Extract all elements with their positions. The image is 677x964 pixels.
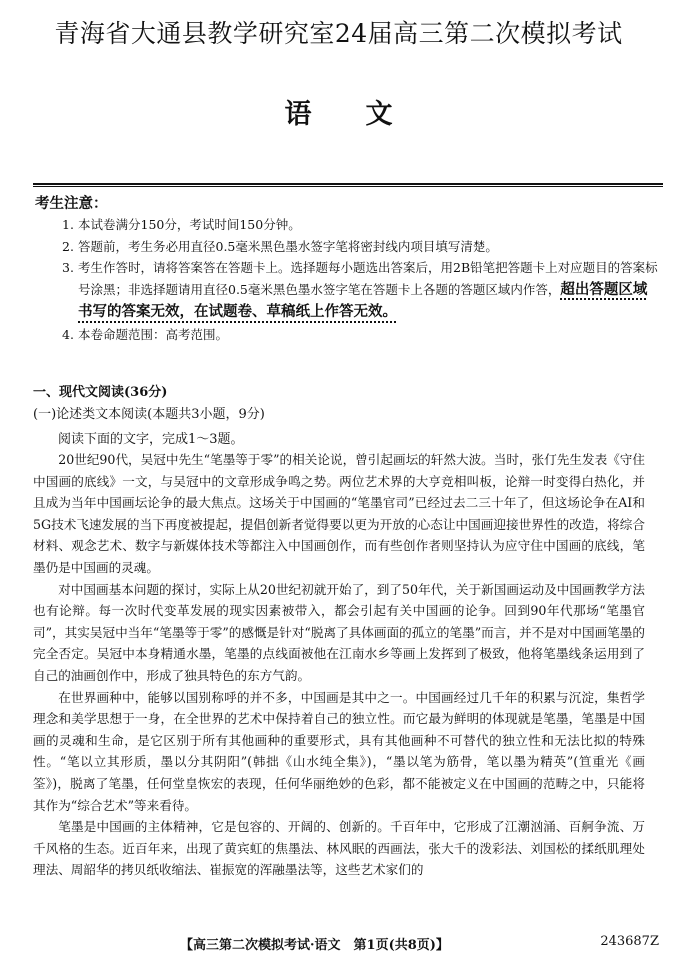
note-item xyxy=(62,236,658,258)
footer-page-info: 【高三第二次模拟考试·语文 第1页(共8页)】 xyxy=(180,938,449,953)
passage-paragraph: 在世界画种中，能够以国别称呼的并不多，中国画是其中之一。中国画经过几千年的积累与沉淀，集哲学理念和美学思想于一身，在全世界的艺术中保持着自己的独立性。而它最为鲜明的体现就是笔墨，笔墨是中国画的灵魂和生命，是它区别于所有其他画种的重要形式，具有其他画种不可替代的独立性和无法比拟的特殊性。“笔以立其形质，墨以分其阴阳”(韩拙《山水纯全集》)，“墨以笔为筋骨，笔以墨为精英”(笪重光《画筌》)，脱离了笔墨，任何堂皇恢宏的表现，任何华丽绝妙的色彩，都不能被定义在中国画的范畴之中，只能将其作为“综合艺术”等来看待。 xyxy=(33,689,645,813)
note-item xyxy=(62,257,658,324)
divider-thin xyxy=(33,186,663,187)
passage-paragraph: 对中国画基本问题的探讨，实际上从20世纪初就开始了，到了50年代，关于新国画运动及中国画教学方法也有论辩。每一次时代变革发展的现实因素被带入，都会引起有关中国画的论争。回到90年代那场“笔墨官司”，其实吴冠中当年“笔墨等于零”的感慨是针对“脱离了具体画面的孤立的笔墨”而言，并不是对中国画笔墨的完全否定。吴冠中本身精通水墨，笔墨的点线面被他在江南水乡等画上发挥到了极致，他将笔墨线条运用到了自己的油画创作中，形成了独具特色的东方气韵。 xyxy=(33,581,645,683)
note-number: 1. xyxy=(62,217,74,232)
note-number: 4. xyxy=(62,326,74,342)
note-item xyxy=(62,324,658,346)
note-text-group xyxy=(78,257,658,324)
section-heading: 一、现代文阅读(36分) xyxy=(33,385,168,400)
note-text: 答题前，考生务必用直径0.5毫米黑色墨水签字笔将密封线内项目填写清楚。 xyxy=(78,238,498,254)
note-item xyxy=(62,214,658,236)
subsection-heading: (一)论述类文本阅读(本题共3小题，9分) xyxy=(33,407,265,422)
passage-paragraph: 20世纪90代，吴冠中先生“笔墨等于零”的相关论说，曾引起画坛的轩然大波。当时，张仃先生发表《守住中国画的底线》一文，与吴冠中的文章形成争鸣之势。两位艺术界的大亨竞相叫板，论辩一时变得白热化，并且成为当年中国画坛论争的最大焦点。这场关于中国画的“笔墨官司”已经过去二三十年了，但这场论争在AI和5G技术飞速发展的当下再度被提起，提倡创新者觉得要以更为开放的心态让中国画迎接世界性的改造，将综合材料、观念艺术、数字与新媒体技术等都注入中国画创作，而有些创作者则坚持认为应守住中国画的底线，笔墨仍是中国画的灵魂。 xyxy=(33,452,645,575)
notes-list xyxy=(62,214,658,345)
note-text: 本卷命题范围：高考范围。 xyxy=(78,326,229,342)
divider-thick xyxy=(33,183,663,185)
note-emphasis: 超出答题区域书写的答案无效，在试题卷、草稿纸上作答无效。 xyxy=(78,281,648,320)
reading-instruction: 阅读下面的文字，完成1～3题。 xyxy=(58,432,244,447)
notes-heading: 考生注意： xyxy=(35,196,108,212)
passage-paragraph: 笔墨是中国画的主体精神，它是包容的、开阔的、创新的。千百年中，它形成了江潮汹涌、百舸争流、万千风格的生态。近百年来，出现了黄宾虹的焦墨法、林风眠的西画法，张大千的泼彩法、刘国松的揉纸肌理处理法、周韶华的拷贝纸收缩法、崔振宽的浑融墨法等，这些艺术家们的 xyxy=(33,819,645,878)
subject-title: 语文 xyxy=(284,99,447,130)
note-number: 3. xyxy=(62,260,74,275)
note-text: 本试卷满分150分，考试时间150分钟。 xyxy=(78,217,301,232)
footer-code: 243687Z xyxy=(600,934,659,949)
reading-passage xyxy=(33,449,645,881)
note-text: 考生作答时，请将答案答在答题卡上。选择题每小题选出答案后，用2B铅笔把答题卡上对应题目的答案标号涂黑；非选择题请用直径0.5毫米黑色墨水签字笔在答题卡上各题的答题区域内作答， xyxy=(78,260,658,297)
note-number: 2. xyxy=(62,238,74,254)
exam-title: 青海省大通县教学研究室24届高三第二次模拟考试 xyxy=(54,19,623,48)
